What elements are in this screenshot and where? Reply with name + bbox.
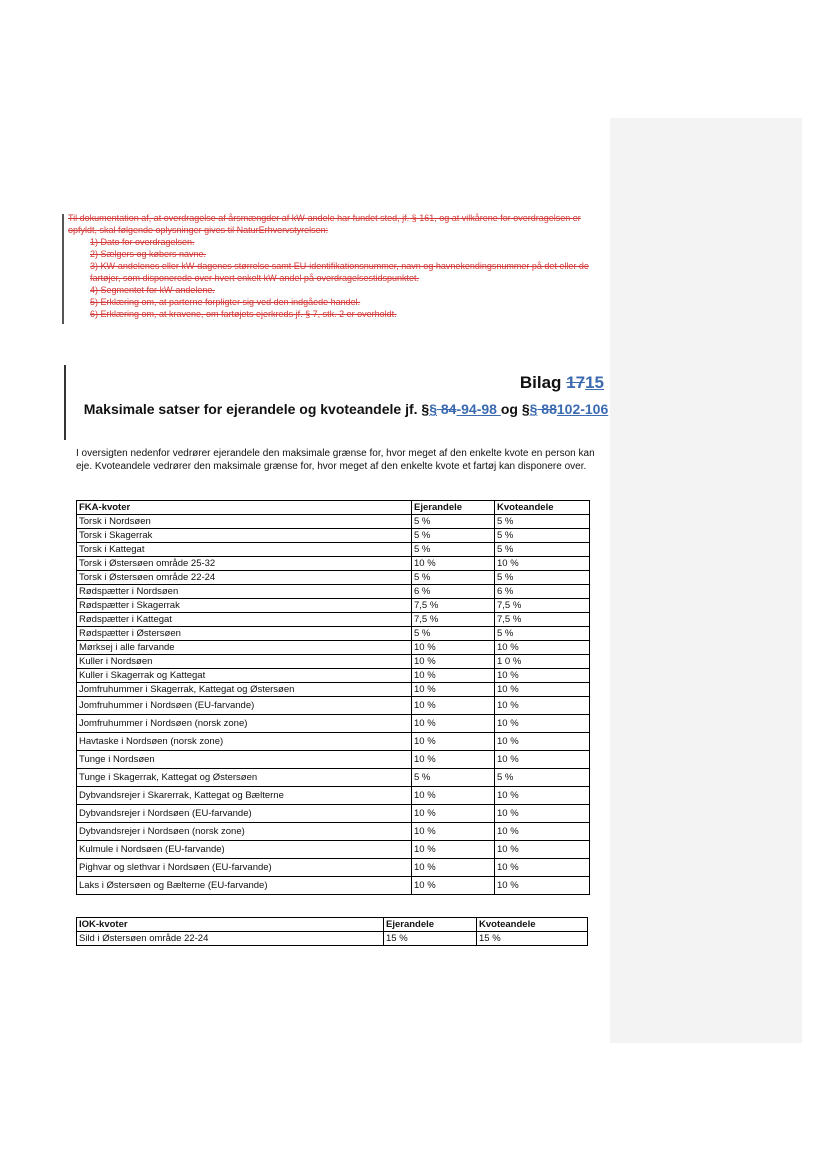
table-row <box>77 627 590 641</box>
table-cell: 10 % <box>495 715 590 733</box>
table-row <box>77 877 590 895</box>
table-row <box>77 823 590 841</box>
change-bar <box>62 214 64 324</box>
bilag-label: Bilag <box>519 373 567 392</box>
table-header-row <box>77 918 588 932</box>
title-insert: § <box>529 401 538 417</box>
intro-paragraph: I oversigten nedenfor vedrører ejerandele den maksimale grænse for, hvor meget af den enkelte kvote en person kan eje. Kvoteandele vedrører den maksimale grænse for, hvor meget af den enkelte kvote et fartøj kan disponere over. <box>76 448 595 472</box>
bilag-old-number: 17 <box>566 373 586 392</box>
table-row <box>77 543 590 557</box>
table-cell: Torsk i Østersøen område 22-24 <box>77 571 412 585</box>
deleted-item: 2) Sælgers og købers navne. <box>90 249 207 259</box>
table-row <box>77 841 590 859</box>
table-cell: Rødspætter i Kattegat <box>77 613 412 627</box>
deleted-item: 1) Dato for overdragelsen. <box>90 237 195 247</box>
table-cell: 1 0 % <box>495 655 590 669</box>
table-cell: 5 % <box>495 529 590 543</box>
header-cell: Ejerandele <box>412 501 495 515</box>
table-cell: 10 % <box>412 655 495 669</box>
title-text: Maksimale satser for ejerandele og kvoteandele jf. § <box>83 401 430 417</box>
table-cell: 5 % <box>412 543 495 557</box>
table-cell: 10 % <box>412 697 495 715</box>
table-cell: Torsk i Kattegat <box>77 543 412 557</box>
deleted-item: 3) KW-andelenes eller kW-dagenes størrelse samt EU-identifikationsnummer, navn og havnekendingsnummer på det eller de fartøjer, som disponerede over hvert enkelt kW-andel på overdragelsestidspunktet. <box>90 261 589 283</box>
table-row <box>77 669 590 683</box>
table-cell: 7,5 % <box>412 599 495 613</box>
table-row <box>77 733 590 751</box>
table-cell: Jomfruhummer i Skagerrak, Kattegat og Østersøen <box>77 683 412 697</box>
table-row <box>77 697 590 715</box>
table-cell: Kulmule i Nordsøen (EU-farvande) <box>77 841 412 859</box>
table-cell: 5 % <box>412 627 495 641</box>
page-title <box>76 400 616 418</box>
bilag-new-number: 15 <box>585 373 604 392</box>
deleted-note <box>68 212 608 320</box>
table-cell: 10 % <box>412 557 495 571</box>
table-row <box>77 557 590 571</box>
table-row <box>77 859 590 877</box>
deleted-item: 6) Erklæring om, at kravene, om fartøjets ejerkreds jf. § 7, stk. 2 er overholdt. <box>90 309 397 319</box>
title-delete: 88 <box>537 401 557 417</box>
table-cell: 5 % <box>412 515 495 529</box>
table-cell: 10 % <box>495 805 590 823</box>
table-cell: 10 % <box>495 787 590 805</box>
table-cell: 10 % <box>495 841 590 859</box>
table-row <box>77 805 590 823</box>
table-cell: 10 % <box>412 751 495 769</box>
table-cell: 5 % <box>412 769 495 787</box>
table-cell: 10 % <box>495 557 590 571</box>
table-cell: Dybvandsrejer i Nordsøen (norsk zone) <box>77 823 412 841</box>
table-cell: 10 % <box>412 787 495 805</box>
table-row <box>77 787 590 805</box>
table-cell: 10 % <box>495 859 590 877</box>
table-cell: 7,5 % <box>495 599 590 613</box>
deleted-item: 5) Erklæring om, at parterne forpligter sig ved den indgåede handel. <box>90 297 361 307</box>
table-cell: 10 % <box>412 841 495 859</box>
table-row <box>77 599 590 613</box>
table-cell: Torsk i Østersøen område 25-32 <box>77 557 412 571</box>
title-text: og § <box>500 401 530 417</box>
table-cell: Tunge i Nordsøen <box>77 751 412 769</box>
table-row <box>77 585 590 599</box>
table-cell: 6 % <box>412 585 495 599</box>
deleted-item: 4) Segmentet for kW-andelene. <box>90 285 215 295</box>
table-cell: 10 % <box>495 697 590 715</box>
table-row <box>77 932 588 946</box>
table-cell: 10 % <box>412 823 495 841</box>
header-cell: IOK-kvoter <box>77 918 384 932</box>
table-row <box>77 655 590 669</box>
table-cell: 10 % <box>412 877 495 895</box>
table-cell: Mørksej i alle farvande <box>77 641 412 655</box>
table-cell: 10 % <box>412 859 495 877</box>
table-cell: Havtaske i Nordsøen (norsk zone) <box>77 733 412 751</box>
table-row <box>77 641 590 655</box>
table-cell: 10 % <box>412 715 495 733</box>
table-cell: 10 % <box>412 733 495 751</box>
title-insert: § <box>429 401 437 417</box>
table-cell: 15 % <box>384 932 477 946</box>
table-cell: Torsk i Nordsøen <box>77 515 412 529</box>
table-cell: Laks i Østersøen og Bælterne (EU-farvande) <box>77 877 412 895</box>
table-cell: 5 % <box>495 769 590 787</box>
table-cell: Jomfruhummer i Nordsøen (norsk zone) <box>77 715 412 733</box>
table-cell: 7,5 % <box>495 613 590 627</box>
table-cell: 10 % <box>495 683 590 697</box>
table-cell: 5 % <box>495 571 590 585</box>
table-header-row <box>77 501 590 515</box>
table-cell: 10 % <box>412 683 495 697</box>
iok-table <box>76 917 588 946</box>
table-cell: 10 % <box>495 641 590 655</box>
table-cell: 10 % <box>495 823 590 841</box>
table-cell: 10 % <box>495 877 590 895</box>
table-cell: 5 % <box>412 529 495 543</box>
table-row <box>77 715 590 733</box>
table-cell: 10 % <box>495 733 590 751</box>
scan-shading <box>610 118 802 1043</box>
change-bar <box>64 365 66 440</box>
table-cell: Rødspætter i Østersøen <box>77 627 412 641</box>
title-insert: -94-98 <box>456 401 501 417</box>
title-insert: 102-106 <box>556 401 609 417</box>
table-cell: 5 % <box>412 571 495 585</box>
table-cell: Tunge i Skagerrak, Kattegat og Østersøen <box>77 769 412 787</box>
table-cell: Dybvandsrejer i Nordsøen (EU-farvande) <box>77 805 412 823</box>
table-cell: Rødspætter i Nordsøen <box>77 585 412 599</box>
table-cell: 6 % <box>495 585 590 599</box>
table-cell: Kuller i Skagerrak og Kattegat <box>77 669 412 683</box>
header-cell: Ejerandele <box>384 918 477 932</box>
table-cell: Jomfruhummer i Nordsøen (EU-farvande) <box>77 697 412 715</box>
table-row <box>77 769 590 787</box>
table-cell: 5 % <box>495 543 590 557</box>
title-delete: 84 <box>437 401 457 417</box>
table-cell: Sild i Østersøen område 22-24 <box>77 932 384 946</box>
table-cell: 10 % <box>495 669 590 683</box>
deleted-note-intro: Til dokumentation af, at overdragelse af årsmængder af kW-andele har fundet sted, jf. § 161, og at vilkårene for overdragelsen er opfyldt, skal følgende oplysninger gives til NaturErhvervstyrelsen: <box>68 213 581 235</box>
table-cell: Torsk i Skagerrak <box>77 529 412 543</box>
table-cell: 10 % <box>495 751 590 769</box>
table-cell: 15 % <box>477 932 588 946</box>
table-cell: 7,5 % <box>412 613 495 627</box>
table-row <box>77 571 590 585</box>
header-cell: Kvoteandele <box>495 501 590 515</box>
fka-table <box>76 500 590 895</box>
table-cell: 10 % <box>412 641 495 655</box>
table-row <box>77 613 590 627</box>
table-row <box>77 529 590 543</box>
table-cell: Dybvandsrejer i Skarerrak, Kattegat og Bælterne <box>77 787 412 805</box>
table-row <box>77 683 590 697</box>
table-cell: Rødspætter i Skagerrak <box>77 599 412 613</box>
table-cell: 5 % <box>495 515 590 529</box>
table-cell: Pighvar og slethvar i Nordsøen (EU-farvande) <box>77 859 412 877</box>
bilag-heading <box>520 373 604 393</box>
table-row <box>77 751 590 769</box>
table-cell: 5 % <box>495 627 590 641</box>
header-cell: FKA-kvoter <box>77 501 412 515</box>
table-row <box>77 515 590 529</box>
table-cell: 10 % <box>412 805 495 823</box>
table-cell: Kuller i Nordsøen <box>77 655 412 669</box>
table-cell: 10 % <box>412 669 495 683</box>
header-cell: Kvoteandele <box>477 918 588 932</box>
